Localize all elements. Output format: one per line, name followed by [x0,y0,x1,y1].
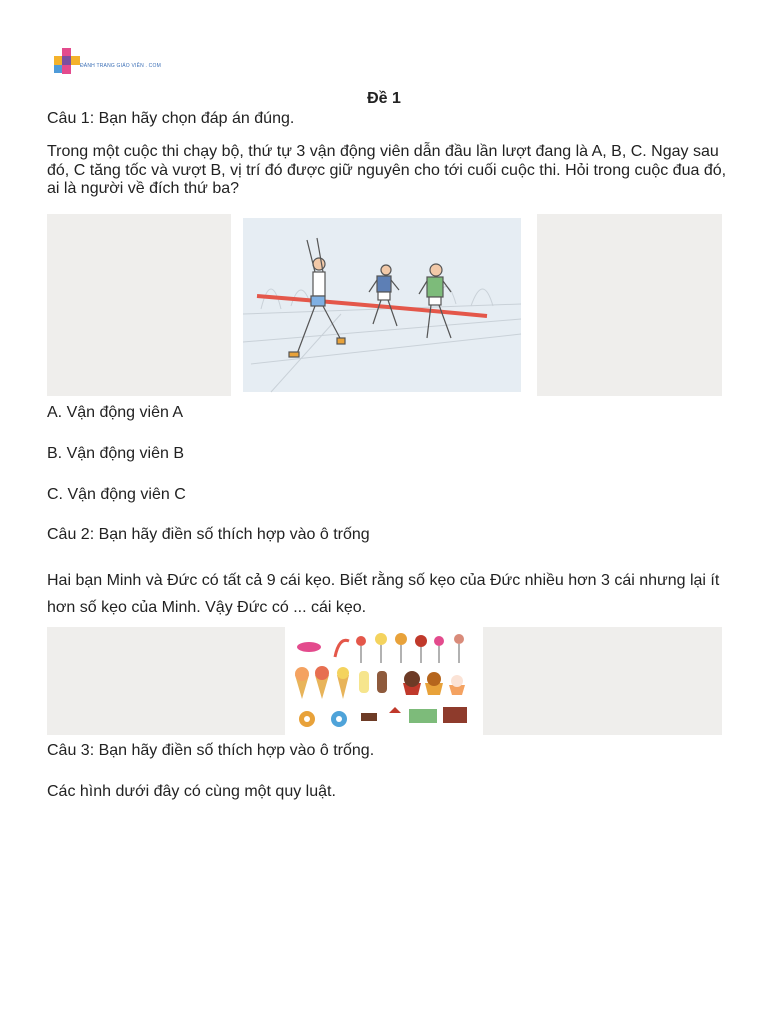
logo-icon [52,46,82,76]
lollipop-row [297,633,464,663]
question-1-heading: Câu 1: Bạn hãy chọn đáp án đúng. [47,110,295,127]
race-image-frame [231,214,537,396]
candy-figure [47,627,722,735]
option-c: C. Vận động viên C [47,486,186,503]
question-2-heading: Câu 2: Bạn hãy điền số thích hợp vào ô trống [47,526,370,543]
icecream-row [295,666,465,699]
question-3-heading: Câu 3: Bạn hãy điền số thích hợp vào ô trống. [47,742,375,759]
site-logo [52,46,161,78]
race-figure [47,214,722,396]
option-a: A. Vận động viên A [47,404,184,421]
runners-illustration [231,214,537,396]
candy-image-frame [285,627,483,735]
question-1-body: Trong một cuộc thi chạy bộ, thứ tự 3 vận động viên dẫn đầu lần lượt đang là A, B, C. Ngay sau đó, C tăng tốc và vượt B, vị trí đó được giữ nguyên cho tới cuối cuộc thi. Hỏi trong cuộc đua đó, ai là người về đích thứ ba? [47,143,727,197]
logo-wordmark: ĐÁNH TRANG GIÁO VIÊN . COM [80,63,161,69]
question-2-body: Hai bạn Minh và Đức có tất cả 9 cái kẹo. Biết rằng số kẹo của Đức nhiều hơn 3 cái nhưng lại ít hơn số kẹo của Minh. Vậy Đức có ... cái kẹo. [47,572,720,616]
question-3-body: Các hình dưới đây có cùng một quy luật. [47,783,336,800]
option-b: B. Vận động viên B [47,445,184,462]
candy-illustration [285,627,483,735]
page-title: Đề 1 [367,90,401,107]
pastry-row [299,707,467,727]
